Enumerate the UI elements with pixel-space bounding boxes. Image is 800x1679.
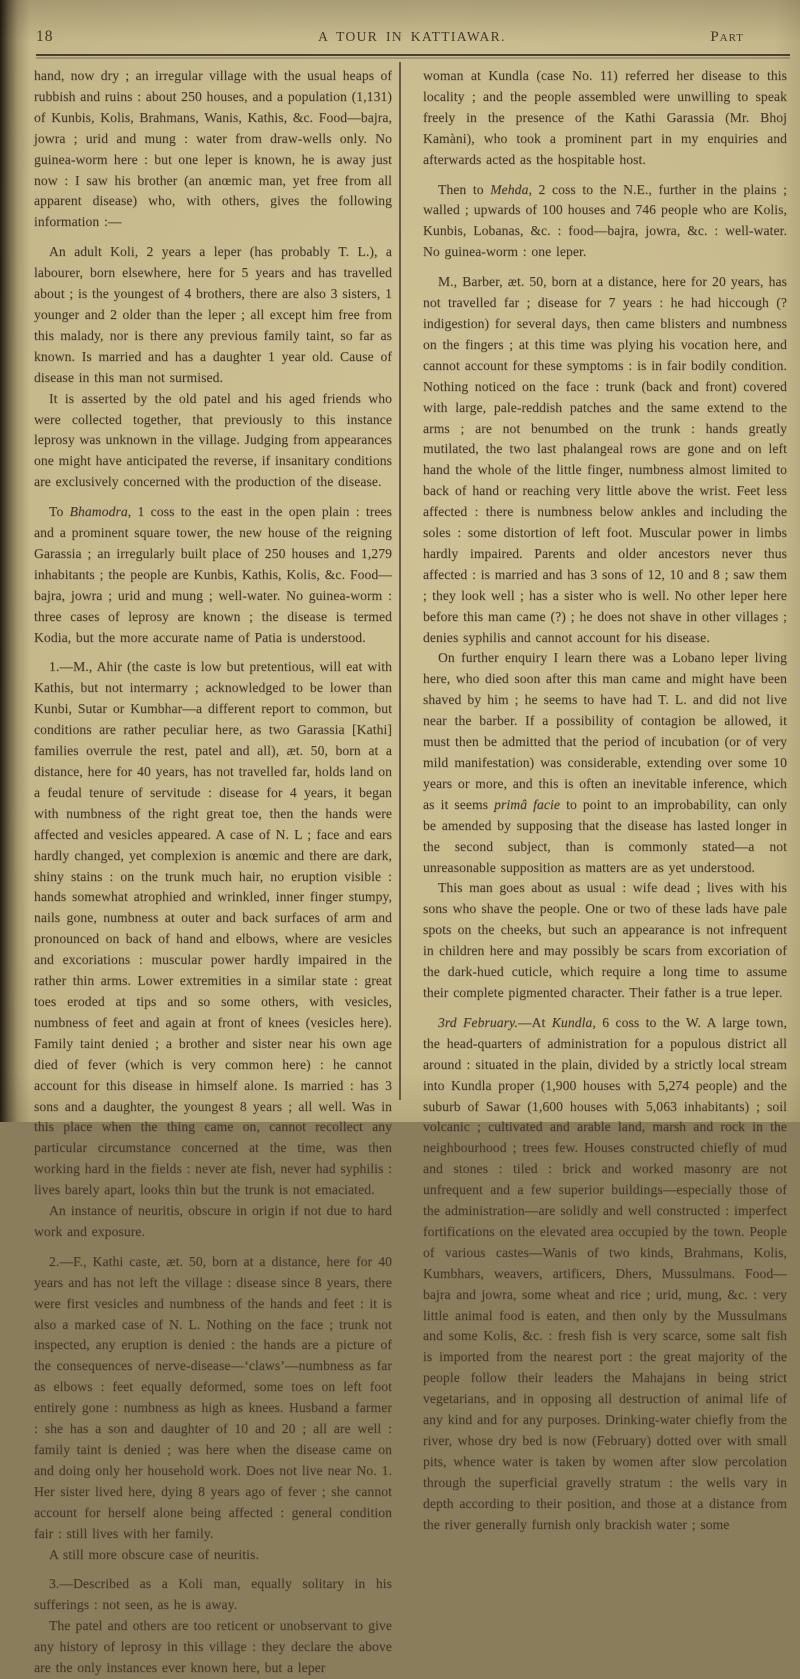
text-run: This man goes about as usual : wife dead ; lives with his sons who shave the people. One or two of these lads have pale spots on the cheeks, but such an appearance is not infrequent in children here and may possibly be scars from excoriation of the dark-hued cuticle, which require a long time to assume their complete pigmented character. Their father is a true leper. bbox=[423, 880, 787, 1000]
text-run: 1.—M., Ahir (the caste is low but pretentious, will eat with Kathis, but not intermarry ; acknowledged to be lower than Kunbi, Sutar or Kumbhar—a different report to common, but conditions are rather peculiar here, as two Garassia [Kathi] families overrule the rest, patel and all), æt. 50, born at a distance, here for 40 years, has not travelled far, holds land on a feudal tenure of servitude : disease for 4 years, it began with numbness of the right great toe, then the hands were affected and vesicles appeared. A case of N. L ; face and ears hardly changed, yet complexion is anœmic and there are dark, shiny stains : on the trunk much hair, no eruption visible : hands somewhat atrophied and wrinkled, inner finger stumpy, nails gone, numbness at outer and back surfaces of arm and pronounced on back of hand and elbows, where are vesicles and excoriations : muscular power hardly impaired in the rather thin arms. Lower extremities in a similar state : great toes eroded at tips and so some others, with vesicles, numbness of feet and again at front of knees (vesicles here). Family taint denied ; a brother and sister near his own age died of fever (which is very common here) : he cannot account for this disease in himself alone. Is married : has 3 sons and a daughter, the youngest 8 years ; all well. Was in this place when the thing came on, cannot recollect any particular circumstance concerned at the time, was then working hard in the fields : never ate fish, never had syphilis : lives barely apart, looks thin but the trunk is not emaciated. bbox=[34, 659, 393, 1198]
left-column bbox=[34, 66, 392, 1679]
text-run: An adult Koli, 2 years a leper (has probably T. L.), a labourer, born elsewhere, here for 5 years and has travelled about ; is the youngest of 4 brothers, there are also 3 sisters, 1 younger and 2 older than the leper ; all except him free from this malady, nor is there any previous family taint, so far as known. Is married and has a daughter 1 year old. Cause of disease in this man not surmised. bbox=[34, 244, 392, 385]
header-rule bbox=[36, 54, 790, 56]
paragraph bbox=[423, 272, 787, 648]
part-label: Part bbox=[710, 29, 744, 45]
paragraph bbox=[423, 878, 787, 1003]
text-run: An instance of neuritis, obscure in origin if not due to hard work and exposure. bbox=[34, 1203, 392, 1239]
paragraph bbox=[423, 648, 787, 878]
paragraph bbox=[34, 1252, 392, 1545]
text-run: woman at Kundla (case No. 11) referred her disease to this locality ; and the people assembled were unwilling to speak freely in the presence of the Kathi Garassia (Mr. Bhoj Kamàni), who took a prominent part in my enquiries and afterwards acted as the hospitable host. bbox=[423, 68, 787, 167]
paragraph bbox=[34, 1616, 392, 1679]
italic-text-run: 3rd February. bbox=[438, 1014, 518, 1030]
italic-text-run: primâ facie bbox=[494, 796, 561, 812]
text-run: , 6 coss to the W. A large town, the head-quarters of administration for a populous district all around : situated in the plain, divided by a strictly local stream into Kundla proper (1,900 houses with 5,274 people) and the suburb of Sawar (1,600 houses with 5,063 inhabitants) ; soil volcanic ; cultivated and arable land, marsh and rock in the neighbourhood ; trees few. Houses constructed chiefly of mud and stones : tiled : brick and worked masonry are not unfrequent and a few superior buildings—especially those of the administration—are solidly and well constructed : imperfect fortifications on the elevated area occupied by the town. People of various castes—Wanis of two kinds, Brahmans, Kolis, Kumbhars, weavers, artificers, Dhers, Mussulmans. Food—bajra and jowra, some wheat and rice ; urid, mung, &c. : very little animal food is eaten, and then only by the Mussulmans and some Kolis, &c. : fresh fish is very scarce, some salt fish is imported from the nearest port : the great majority of the people follow their leaders the Mahajans in being strict vegetarians, and in opposing all destruction of animal life of any kind and for any purposes. Drinking-water chiefly from the river, whose dry bed is now (February) dotted over with small pits, whence water is taken by women after slow percolation through the superficial gravelly stratum : the wells vary in depth according to their position, and those at a distance from the river generally furnish only brackish water ; some bbox=[423, 1014, 787, 1532]
text-body bbox=[34, 66, 787, 1679]
paragraph bbox=[34, 389, 392, 494]
paragraph bbox=[34, 66, 392, 233]
text-run: The patel and others are too reticent or unobservant to give any history of leprosy in this village : they declare the above are the only instances ever known here, but a leper bbox=[34, 1618, 392, 1676]
page-number: 18 bbox=[36, 28, 54, 45]
text-run: 2.—F., Kathi caste, æt. 50, born at a distance, here for 40 years and has not left the village : disease since 8 years, there were first vesicles and numbness of the hands and feet : it is also a marked case of N. L. Nothing on the face ; trunk not inspected, any eruption is denied : the hands are a picture of the consequences of nerve-disease—‘claws’—numbness as far as elbows : feet equally deformed, some toes on left foot entirely gone : numbness as high as knees. Husband a farmer : she has a son and daughter of 10 and 20 ; all are well : family taint is denied ; was here when the disease came on and doing only her household work. Does not live near No. 1. Her sister lived here, dying 8 years ago of fever ; she cannot account for herself alone being affected : general condition fair : still lives with her family. bbox=[34, 1253, 392, 1541]
italic-text-run: Kundla bbox=[551, 1014, 593, 1030]
text-run: To bbox=[49, 504, 70, 520]
paragraph bbox=[34, 1574, 392, 1616]
paragraph bbox=[423, 66, 787, 171]
column-gutter bbox=[392, 66, 423, 1679]
text-run: Then to bbox=[438, 181, 491, 197]
running-title: A TOUR IN KATTIAWAR. bbox=[318, 29, 506, 44]
paragraph bbox=[423, 180, 787, 264]
right-column bbox=[423, 66, 787, 1679]
paragraph bbox=[34, 1545, 392, 1566]
text-run: On further enquiry I learn there was a Lobano leper living here, who died soon after this man came and might have been shaved by him ; he seems to have had T. L. and did not live near the barber. If a possibility of contagion be allowed, it must then be admitted that the period of incubation (or of very mild manifestation) was considerable, extending over some 10 years or more, and this is often an inevitable inference, which as it seems bbox=[423, 650, 787, 812]
paragraph bbox=[34, 242, 392, 388]
text-run: —At bbox=[517, 1014, 552, 1030]
page-header bbox=[36, 28, 788, 52]
paragraph bbox=[423, 1013, 787, 1536]
text-run: , 1 coss to the east in the open plain : trees and a prominent square tower, the new house of the reigning Garassia ; an irregularly built place of 250 houses and 1,279 inhabitants ; the people are Kunbis, Kathis, Kolis, &c. Food—bajra, jowra ; urid and mung ; well-water. No guinea-worm : three cases of leprosy are known ; the disease is termed Kodia, but the more accurate name of Patia is understood. bbox=[34, 504, 392, 645]
text-run: hand, now dry ; an irregular village with the usual heaps of rubbish and ruins : about 250 houses, and a population (1,131) of Kunbis, Kolis, Brahmans, Wanis, Kathis, &c. Food—bajra, jowra ; urid and mung : water from draw-wells only. No guinea-worm here : but one leper is known, he is away just now : I saw his brother (an anœmic man, yet free from all apparent disease) who, with others, gives the following information :— bbox=[34, 68, 392, 230]
paragraph bbox=[34, 1201, 392, 1243]
text-run: M., Barber, æt. 50, born at a distance, here for 20 years, has not travelled far ; disease for 7 years : he had hiccough (? indigestion) for several days, then came blisters and numbness on the fingers ; at this time was plying his vocation here, and cannot account for these symptoms : is in fair bodily condition. Nothing noticed on the face : trunk (back and front) covered with large, pale-reddish patches and the same extend to the arms ; are not benumbed on the trunk : hands greatly mutilated, the two last phalangeal rows are gone and on left hand the whole of the little finger, numbness almost limited to back of hand or reaching very little above the wrist. Feet less affected : there is numbness below ankles and including the soles : some distortion of left foot. Muscular power in limbs hardly impaired. Parents and older ancestors never thus affected : is married and has 3 sons of 12, 10 and 8 ; saw them ; they look well ; has a sister who is well. No other leper here before this man came (?) ; he does not shave in other villages ; denies syphilis and cannot account for his disease. bbox=[423, 274, 787, 645]
italic-text-run: Mehda bbox=[490, 181, 529, 197]
text-run: 3.—Described as a Koli man, equally solitary in his sufferings : not seen, as he is away. bbox=[34, 1576, 392, 1613]
text-run: to point to an improbability, can only be amended by supposing that the disease has lasted longer in the second subject, than is commonly stated—a not unreasonable supposition as matters are as yet understood. bbox=[423, 796, 788, 875]
paragraph bbox=[34, 657, 392, 1201]
text-run: A still more obscure case of neuritis. bbox=[49, 1546, 259, 1562]
text-run: It is asserted by the old patel and his aged friends who were collected together, that previously to this instance leprosy was unknown in the village. Judging from appearances one might have anticipated the reverse, if insanitary conditions are exclusively concerned with the production of the disease. bbox=[34, 390, 392, 490]
paragraph bbox=[34, 502, 392, 648]
text-run: , 2 coss to the N.E., further in the plains ; walled ; upwards of 100 houses and 746 people who are Kolis, Kunbis, Lobanas, &c. : food—bajra, jowra, &c. : well-water. No guinea-worm : one leper. bbox=[423, 181, 787, 260]
italic-text-run: Bhamodra bbox=[69, 504, 128, 520]
